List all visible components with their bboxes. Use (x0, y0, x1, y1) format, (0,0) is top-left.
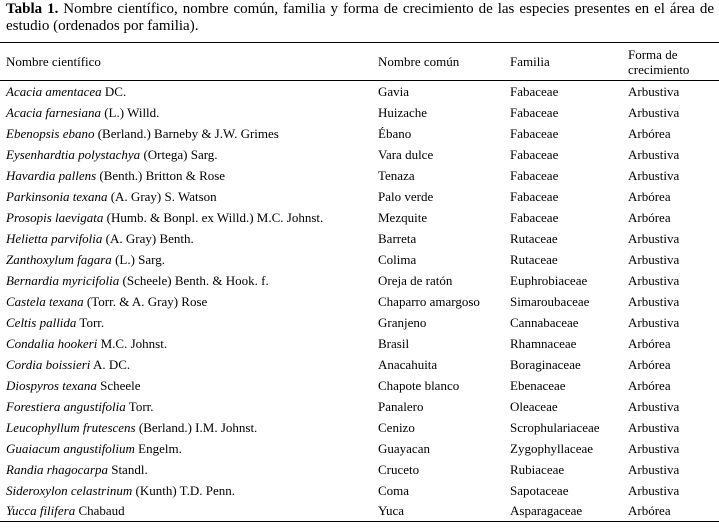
cell-common-name: Guayacan (378, 440, 430, 456)
cell-growth-form: Arbórea (628, 356, 671, 372)
species-author: (Ortega) Sarg. (140, 146, 218, 162)
cell-family: Rubiaceae (510, 461, 565, 477)
cell-family: Rutaceae (510, 230, 558, 246)
cell-common-name: Coma (378, 482, 410, 498)
species-name: Forestiera angustifolia (6, 398, 126, 414)
table-row (0, 144, 719, 165)
cell-growth-form: Arbustiva (628, 230, 680, 246)
table-header (0, 43, 719, 81)
cell-growth-form: Arbórea (628, 503, 671, 519)
table-caption (6, 1, 714, 35)
species-name: Acacia farnesiana (6, 104, 101, 120)
species-table (0, 42, 719, 522)
cell-scientific-name (0, 333, 378, 354)
cell-scientific-name (0, 396, 378, 417)
cell-common-name: Colima (378, 251, 417, 267)
species-name: Randia rhagocarpa (6, 461, 108, 477)
species-author: (Humb. & Bonpl. ex Willd.) M.C. Johnst. (103, 209, 324, 225)
cell-common-name: Chaparro amargoso (378, 293, 480, 309)
cell-growth-form: Arbustiva (628, 482, 680, 498)
species-name: Castela texana (6, 293, 84, 309)
species-author: (Berland.) I.M. Johnst. (135, 419, 258, 435)
cell-scientific-name (0, 144, 378, 165)
table-row (0, 123, 719, 144)
cell-common-name: Panalero (378, 398, 424, 414)
table-row (0, 417, 719, 438)
cell-scientific-name (0, 480, 378, 501)
species-name: Prosopis laevigata (6, 209, 104, 225)
cell-growth-form: Arbórea (628, 188, 671, 204)
cell-family: Sapotaceae (510, 482, 569, 498)
cell-family: Boraginaceae (510, 356, 581, 372)
table-row (0, 165, 719, 186)
cell-family: Fabaceae (510, 83, 559, 99)
cell-scientific-name (0, 501, 378, 522)
table-row (0, 312, 719, 333)
table-row (0, 438, 719, 459)
species-name: Havardia pallens (6, 167, 97, 183)
species-author: (Benth.) Britton & Rose (96, 167, 226, 183)
cell-common-name: Mezquite (378, 209, 428, 225)
species-name: Zanthoxylum fagara (6, 251, 112, 267)
table-body (0, 81, 719, 522)
species-author: (A. Gray) S. Watson (107, 188, 217, 204)
cell-family: Rutaceae (510, 251, 558, 267)
table-row (0, 291, 719, 312)
table-row (0, 396, 719, 417)
cell-common-name: Palo verde (378, 188, 434, 204)
species-name: Diospyros texana (6, 377, 97, 393)
species-author: Standl. (107, 461, 148, 477)
species-author: Scheele (96, 377, 141, 393)
cell-scientific-name (0, 165, 378, 186)
species-name: Cordia boissieri (6, 356, 91, 372)
species-author: Torr. (125, 398, 154, 414)
species-author: (Scheele) Benth. & Hook. f. (119, 272, 269, 288)
species-name: Eysenhardtia polystachya (6, 146, 141, 162)
cell-family: Fabaceae (510, 209, 559, 225)
cell-common-name: Vara dulce (378, 146, 434, 162)
cell-common-name: Granjeno (378, 314, 427, 330)
cell-common-name: Gavia (378, 83, 410, 99)
species-author: (Torr. & A. Gray) Rose (83, 293, 208, 309)
cell-common-name: Huizache (378, 104, 428, 120)
species-name: Sideroxylon celastrinum (6, 482, 133, 498)
species-author: (Kunth) T.D. Penn. (132, 482, 236, 498)
cell-common-name: Oreja de ratón (378, 272, 453, 288)
table-row (0, 480, 719, 501)
species-name: Helietta parvifolia (6, 230, 103, 246)
cell-scientific-name (0, 375, 378, 396)
table-row (0, 501, 719, 522)
species-author: (L.) Sarg. (111, 251, 166, 267)
cell-family: Fabaceae (510, 167, 559, 183)
header-family: Familia (510, 54, 550, 69)
cell-growth-form: Arbustiva (628, 251, 680, 267)
species-name: Leucophyllum frutescens (6, 419, 136, 435)
caption-label: Tabla 1. (6, 1, 59, 17)
cell-growth-form: Arbustiva (628, 167, 680, 183)
cell-growth-form: Arbustiva (628, 293, 680, 309)
table-row (0, 102, 719, 123)
cell-common-name: Yuca (378, 503, 404, 519)
cell-growth-form: Arbórea (628, 335, 671, 351)
species-name: Ebenopsis ebano (6, 125, 95, 141)
cell-family: Fabaceae (510, 104, 559, 120)
cell-scientific-name (0, 291, 378, 312)
table-row (0, 354, 719, 375)
cell-common-name: Chapote blanco (378, 377, 460, 393)
header-growth-form: Forma de crecimiento (628, 46, 690, 77)
cell-common-name: Anacahuita (378, 356, 438, 372)
table-row (0, 333, 719, 354)
cell-family: Euphrobiaceae (510, 272, 588, 288)
cell-growth-form: Arbustiva (628, 314, 680, 330)
cell-common-name: Ébano (378, 125, 412, 141)
cell-scientific-name (0, 417, 378, 438)
cell-family: Rhamnaceae (510, 335, 577, 351)
species-author: DC. (101, 83, 127, 99)
cell-family: Fabaceae (510, 125, 559, 141)
cell-common-name: Cenizo (378, 419, 415, 435)
cell-scientific-name (0, 123, 378, 144)
cell-scientific-name (0, 249, 378, 270)
species-author: (L.) Willd. (100, 104, 160, 120)
species-author: (A. Gray) Benth. (102, 230, 194, 246)
header-row (0, 43, 719, 81)
cell-growth-form: Arbustiva (628, 83, 680, 99)
table-row (0, 81, 719, 102)
cell-family: Fabaceae (510, 146, 559, 162)
header-common-name: Nombre común (378, 54, 460, 69)
species-author: Chabaud (75, 503, 125, 519)
cell-family: Ebenaceae (510, 377, 566, 393)
cell-growth-form: Arbórea (628, 125, 671, 141)
cell-family: Scrophulariaceae (510, 419, 600, 435)
species-name: Bernardia myricifolia (6, 272, 120, 288)
species-author: M.C. Johnst. (97, 335, 168, 351)
cell-family: Fabaceae (510, 188, 559, 204)
species-name: Acacia amentacea (6, 83, 102, 99)
species-author: Torr. (76, 314, 105, 330)
cell-family: Asparagaceae (510, 503, 583, 519)
cell-common-name: Barreta (378, 230, 417, 246)
cell-family: Zygophyllaceae (510, 440, 594, 456)
cell-scientific-name (0, 81, 378, 102)
cell-family: Simaroubaceae (510, 293, 590, 309)
cell-family: Cannabaceae (510, 314, 579, 330)
cell-scientific-name (0, 438, 378, 459)
cell-growth-form: Arbustiva (628, 419, 680, 435)
cell-family: Oleaceae (510, 398, 558, 414)
species-author: A. DC. (90, 356, 131, 372)
header-scientific-name: Nombre científico (6, 54, 101, 69)
cell-scientific-name (0, 228, 378, 249)
cell-scientific-name (0, 102, 378, 123)
species-name: Celtis pallida (6, 314, 77, 330)
cell-growth-form: Arbórea (628, 377, 671, 393)
cell-scientific-name (0, 312, 378, 333)
cell-scientific-name (0, 270, 378, 291)
cell-growth-form: Arbustiva (628, 440, 680, 456)
cell-growth-form: Arbustiva (628, 272, 680, 288)
cell-common-name: Cruceto (378, 461, 420, 477)
table-row (0, 228, 719, 249)
species-name: Parkinsonia texana (6, 188, 108, 204)
cell-growth-form: Arbustiva (628, 461, 680, 477)
cell-growth-form: Arbustiva (628, 398, 680, 414)
cell-common-name: Brasil (378, 335, 410, 351)
table-row (0, 207, 719, 228)
caption-text: Nombre científico, nombre común, familia y forma de crecimiento de las especies presentes en el área de estudio (ordenados por familia). (6, 1, 714, 34)
table-row (0, 186, 719, 207)
species-name: Guaiacum angustifolium (6, 440, 135, 456)
cell-growth-form: Arbórea (628, 209, 671, 225)
species-author: Engelm. (134, 440, 182, 456)
cell-scientific-name (0, 354, 378, 375)
cell-growth-form: Arbustiva (628, 104, 680, 120)
cell-scientific-name (0, 186, 378, 207)
cell-scientific-name (0, 207, 378, 228)
table-row (0, 270, 719, 291)
species-author: (Berland.) Barneby & J.W. Grimes (94, 125, 279, 141)
cell-common-name: Tenaza (378, 167, 415, 183)
species-name: Condalia hookeri (6, 335, 98, 351)
table-row (0, 459, 719, 480)
cell-scientific-name (0, 459, 378, 480)
table-row (0, 375, 719, 396)
cell-growth-form: Arbustiva (628, 146, 680, 162)
species-name: Yucca filifera (6, 503, 76, 519)
table-row (0, 249, 719, 270)
